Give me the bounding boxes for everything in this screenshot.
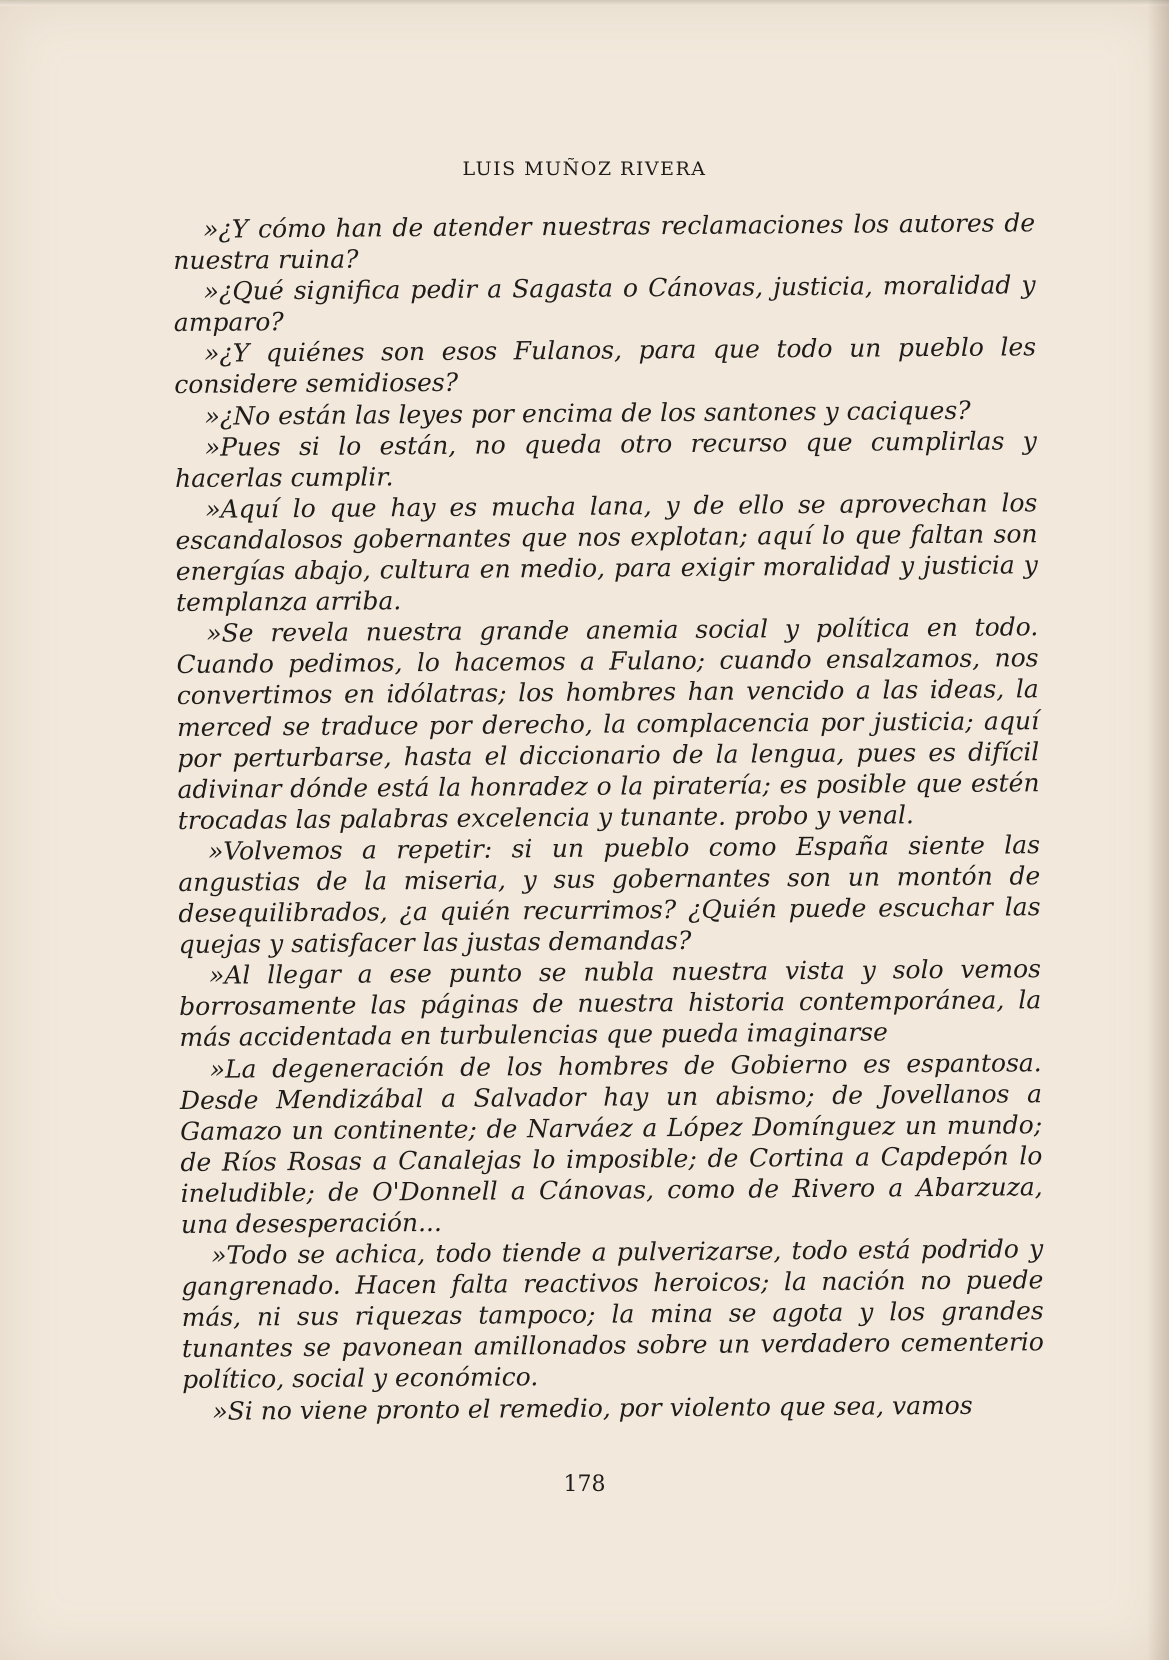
page-right-edge-shadow [1147, 0, 1169, 1660]
paragraph: »Todo se achica, todo tiende a pulverizarse, todo está podrido y gangrenado. Hacen falta reactivos heroicos; la nación no puede más, ni sus riquezas tampoco; la mina se agota y los grandes tunantes se pavonean amillonados sobre un verdadero cementerio político, social y económico. [181, 1234, 1045, 1395]
body-text [173, 207, 1044, 1426]
paragraph: »Al llegar a ese punto se nubla nuestra vista y solo vemos borrosamente las páginas de nuestra historia contemporánea, la más accidentada en turbulencias que pueda imaginarse [179, 954, 1042, 1053]
paragraph: »Si no viene pronto el remedio, por violento que sea, vamos [212, 1390, 973, 1426]
paragraph: »¿Qué significa pedir a Sagasta o Cánovas, justicia, moralidad y amparo? [173, 270, 1036, 338]
paragraph: »Volvemos a repetir: si un pueblo como España siente las angustias de la miseria, y sus gobernantes son un montón de desequilibrados, ¿a quién recurrimos? ¿Quién puede escuchar las quejas y satisfacer las justas demandas? [178, 830, 1041, 960]
paragraph: »¿No están las leyes por encima de los santones y caciques? [204, 395, 971, 431]
page-number: 178 [563, 1472, 606, 1497]
paragraph: »La degeneración de los hombres de Gobierno es espantosa. Desde Mendizábal a Salvador hay un abismo; de Jovellanos a Gamazo un continente; de Narváez a López Domínguez un mundo; de Ríos Rosas a Canalejas lo imposible; de Cortina a Capdepón lo ineludible; de O'Donnell a Cánovas, como de Rivero a Abarzuza, una desesperación... [179, 1047, 1043, 1239]
page-top-edge [0, 0, 1169, 6]
paragraph: »¿Y quiénes son esos Fulanos, para que todo un pueblo les considere semidioses? [174, 332, 1037, 400]
paragraph: »Aquí lo que hay es mucha lana, y de ello se aprovechan los escandalosos gobernantes que nos explotan; aquí lo que faltan son energías abajo, cultura en medio, para exigir moralidad y justicia y templanza arriba. [175, 488, 1038, 618]
paragraph: »¿Y cómo han de atender nuestras reclamaciones los autores de nuestra ruina? [173, 208, 1036, 276]
paragraph: »Se revela nuestra grande anemia social y política en todo. Cuando pedimos, lo hacemos a Fulano; cuando ensalzamos, nos convertimos en idólatras; los hombres han vencido a las ideas, la merced se traduce por derecho, la complacencia por justicia; aquí por perturbarse, hasta el diccionario de la lengua, pues es difícil adivinar dónde está la honradez o la piratería; es posible que estén trocadas las palabras excelencia y tunante. probo y venal. [176, 612, 1040, 835]
running-head: LUIS MUÑOZ RIVERA [462, 158, 707, 180]
paragraph: »Pues si lo están, no queda otro recurso que cumplirlas y hacerlas cumplir. [174, 425, 1037, 493]
